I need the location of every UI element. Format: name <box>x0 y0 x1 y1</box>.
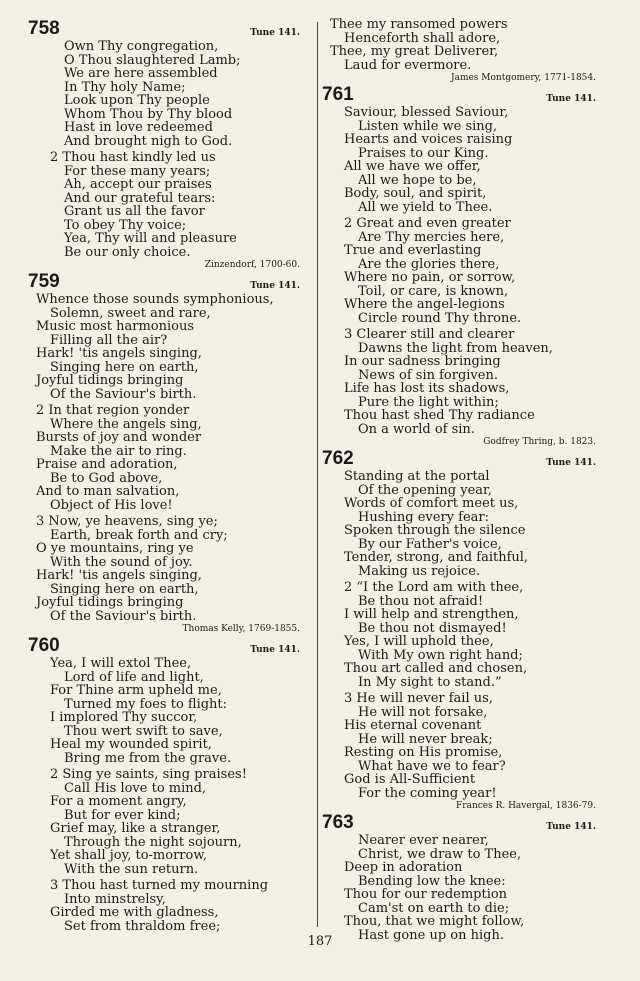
hymn-line: Hark! 'tis angels singing, <box>36 346 202 361</box>
hymn-number: 760 <box>28 635 60 656</box>
hymn-line: Thee my ransomed powers <box>330 17 508 32</box>
hymn-line: Own Thy congregation, <box>64 39 219 54</box>
hymn-line: On a world of sin. <box>358 421 475 437</box>
hymn-heading <box>28 271 308 293</box>
hymn-line: Are the glories there, <box>358 256 500 272</box>
hymn-line: God is All-Sufficient <box>344 772 476 787</box>
hymn-line: Earth, break forth and cry; <box>50 527 228 543</box>
hymn-line: In My sight to stand.” <box>358 674 502 690</box>
hymn-line: Where no pain, or sorrow, <box>344 270 516 285</box>
hymn-line: Grief may, like a stranger, <box>50 821 221 836</box>
hymn-line: Spoken through the silence <box>344 523 526 538</box>
hymn-line: We are here assembled <box>64 66 218 81</box>
hymn-author: James Montgomery, 1771-1854. <box>450 73 596 83</box>
tune-label: Tune 141. <box>250 645 300 655</box>
hymn-line: Praise and adoration, <box>36 457 178 472</box>
hymn-line: To obey Thy voice; <box>64 217 187 233</box>
hymn-line: 3 Clearer still and clearer <box>344 327 515 342</box>
hymn-line: Life has lost its shadows, <box>344 381 510 396</box>
hymn-line: Where the angel-legions <box>344 297 505 312</box>
hymn-line: Yea, Thy will and pleasure <box>64 231 237 246</box>
hymn-line: Bending low the knee: <box>358 873 506 889</box>
hymn-line: Thou wert swift to save, <box>64 723 223 739</box>
hymn-line: Toil, or care, is known, <box>358 283 509 299</box>
hymn-line: In our sadness bringing <box>344 354 501 369</box>
hymn-line: 3 Thou hast turned my mourning <box>50 878 269 893</box>
hymn-heading <box>322 448 604 470</box>
hymn-line: Joyful tidings bringing <box>36 373 184 388</box>
hymn-line: Bursts of joy and wonder <box>36 430 202 445</box>
hymn-line: For these many years; <box>64 163 211 179</box>
hymn-line: Thou for our redemption <box>344 887 508 902</box>
hymn-line: Whence those sounds symphonious, <box>36 292 274 307</box>
hymn-line: Words of comfort meet us, <box>344 496 519 511</box>
hymn-heading <box>28 635 308 657</box>
hymn-line: Thee, my great Deliverer, <box>330 44 499 59</box>
hymn-line: Filling all the air? <box>50 332 168 348</box>
hymn-line: Pure the light within; <box>358 394 499 410</box>
hymn-line: Make the air to ring. <box>50 443 187 459</box>
hymn-line: True and everlasting <box>344 243 482 258</box>
hymn-line: Thou hast shed Thy radiance <box>344 408 535 423</box>
hymn-line: Circle round Thy throne. <box>358 310 522 326</box>
hymn-line: 3 He will never fail us, <box>344 691 493 706</box>
hymn-line: With the sun return. <box>64 861 199 877</box>
hymn-line: I implored Thy succor, <box>50 710 198 725</box>
hymn-line: Set from thraldom free; <box>64 918 221 934</box>
hymn-line: Heal my wounded spirit, <box>50 737 212 752</box>
right-column <box>322 18 604 942</box>
hymn-line: With the sound of joy. <box>50 554 193 570</box>
hymn-line: Hushing every fear: <box>358 509 490 525</box>
hymn-line: O Thou slaughtered Lamb; <box>64 52 241 68</box>
hymn-number: 762 <box>322 448 354 469</box>
hymn-line: Henceforth shall adore, <box>344 30 501 46</box>
hymn-line: 3 Now, ye heavens, sing ye; <box>36 514 218 529</box>
hymn-line: But for ever kind; <box>64 807 181 823</box>
hymn-line: And brought nigh to God. <box>64 133 233 149</box>
column-divider <box>317 22 318 927</box>
hymn-line: Yea, I will extol Thee, <box>50 656 192 671</box>
hymn-author: Thomas Kelly, 1769-1855. <box>182 624 300 634</box>
hymn-line: Are Thy mercies here, <box>358 229 505 245</box>
tune-label: Tune 141. <box>546 822 596 832</box>
hymn-line: By our Father's voice, <box>358 536 502 552</box>
hymn-line: Solemn, sweet and rare, <box>50 305 211 321</box>
hymn-number: 759 <box>28 271 60 292</box>
hymn-line: Praises to our King. <box>358 145 489 161</box>
hymn-line: Saviour, blessed Saviour, <box>344 105 509 120</box>
hymn-line: Singing here on earth, <box>50 359 199 375</box>
hymn-line: He will never break; <box>358 731 493 747</box>
tune-label: Tune 141. <box>250 281 300 291</box>
hymn-line: Dawns the light from heaven, <box>358 340 553 356</box>
hymn-author: Frances R. Havergal, 1836-79. <box>456 801 596 811</box>
hymn-line: Be our only choice. <box>64 244 191 260</box>
hymn-number: 761 <box>322 84 354 105</box>
hymn-line: Hast in love redeemed <box>64 120 213 135</box>
hymn-author: Zinzendorf, 1700-60. <box>204 260 300 270</box>
hymn-line: For the coming year! <box>358 785 497 801</box>
hymn-line: Christ, we draw to Thee, <box>358 846 522 862</box>
hymn-line: Laud for evermore. <box>344 57 472 73</box>
hymn-line: Of the Saviour's birth. <box>50 386 197 402</box>
hymn-line: Be thou not afraid! <box>358 593 484 609</box>
hymn-line: Be to God above, <box>50 470 163 486</box>
hymn-line: Nearer ever nearer, <box>358 833 489 848</box>
hymn-line: Hearts and voices raising <box>344 132 513 147</box>
hymn-line: For a moment angry, <box>50 794 187 809</box>
hymn-line: Turned my foes to flight: <box>64 696 228 712</box>
hymn-line: Of the opening year, <box>358 482 492 498</box>
hymn-line: Hark! 'tis angels singing, <box>36 568 202 583</box>
hymn-line: Through the night sojourn, <box>64 834 242 850</box>
hymn-line: News of sin forgiven. <box>358 367 498 383</box>
hymn-line: I will help and strengthen, <box>344 607 519 622</box>
hymn-line: Standing at the portal <box>344 469 490 484</box>
hymn-line: Deep in adoration <box>344 860 463 875</box>
hymn-line: All we yield to Thee. <box>358 199 493 215</box>
hymn-line: Look upon Thy people <box>64 93 210 108</box>
hymn-line: 2 “I the Lord am with thee, <box>344 580 524 595</box>
hymn-line: Listen while we sing, <box>358 118 498 134</box>
hymn-line: Ah, accept our praises <box>64 177 212 192</box>
hymn-line: Music most harmonious <box>36 319 194 334</box>
hymn-line: And to man salvation, <box>36 484 180 499</box>
hymn-line: Yes, I will uphold thee, <box>344 634 494 649</box>
hymn-line: Body, soul, and spirit, <box>344 186 487 201</box>
tune-label: Tune 141. <box>250 28 300 38</box>
hymn-line: 2 Thou hast kindly led us <box>50 150 216 165</box>
hymn-line: Girded me with gladness, <box>50 905 219 920</box>
tune-label: Tune 141. <box>546 458 596 468</box>
hymn-line: Joyful tidings bringing <box>36 595 184 610</box>
hymn-line: Thou art called and chosen, <box>344 661 528 676</box>
hymn-number: 763 <box>322 812 354 833</box>
hymn-line: Of the Saviour's birth. <box>50 608 197 624</box>
hymn-line: Hast gone up on high. <box>358 927 504 943</box>
hymn-line: Resting on His promise, <box>344 745 503 760</box>
hymn-line: Yet shall joy, to-morrow, <box>50 848 208 863</box>
hymn-line: Into minstrelsy, <box>64 891 166 907</box>
hymn-line: Singing here on earth, <box>50 581 199 597</box>
hymn-line: And our grateful tears: <box>64 190 216 206</box>
hymn-line: 2 In that region yonder <box>36 403 190 418</box>
hymn-author: Godfrey Thring, b. 1823. <box>483 437 596 447</box>
page-number: 187 <box>307 934 333 949</box>
hymn-line: What have we to fear? <box>358 758 506 774</box>
hymn-line: Lord of life and light, <box>64 669 204 685</box>
hymn-line: 2 Sing ye saints, sing praises! <box>50 767 247 782</box>
hymn-number: 758 <box>28 18 60 39</box>
hymn-line: Object of His love! <box>50 497 173 513</box>
hymn-line: His eternal covenant <box>344 718 482 733</box>
hymn-line: For Thine arm upheld me, <box>50 683 222 698</box>
left-column <box>28 18 308 933</box>
hymn-heading <box>322 812 604 834</box>
hymn-line: With My own right hand; <box>358 647 523 663</box>
hymn-line: Where the angels sing, <box>50 416 202 432</box>
hymn-heading <box>322 84 604 106</box>
hymn-heading <box>28 18 308 40</box>
hymn-line: Call His love to mind, <box>64 780 207 796</box>
hymn-line: Cam'st on earth to die; <box>358 900 510 916</box>
hymn-line: Grant us all the favor <box>64 204 205 219</box>
hymn-line: All we have we offer, <box>344 159 481 174</box>
hymn-line: In Thy holy Name; <box>64 79 186 95</box>
hymn-line: Thou, that we might follow, <box>344 914 525 929</box>
hymn-line: Whom Thou by Thy blood <box>64 106 233 122</box>
hymn-line: All we hope to be, <box>358 172 477 188</box>
tune-label: Tune 141. <box>546 94 596 104</box>
hymn-line: Tender, strong, and faithful, <box>344 550 529 565</box>
hymn-line: He will not forsake, <box>358 704 488 720</box>
hymn-line: 2 Great and even greater <box>344 216 511 231</box>
hymn-line: Be thou not dismayed! <box>358 620 507 636</box>
hymn-line: Bring me from the grave. <box>64 750 232 766</box>
hymn-line: Making us rejoice. <box>358 563 481 579</box>
hymn-line: O ye mountains, ring ye <box>36 541 194 556</box>
